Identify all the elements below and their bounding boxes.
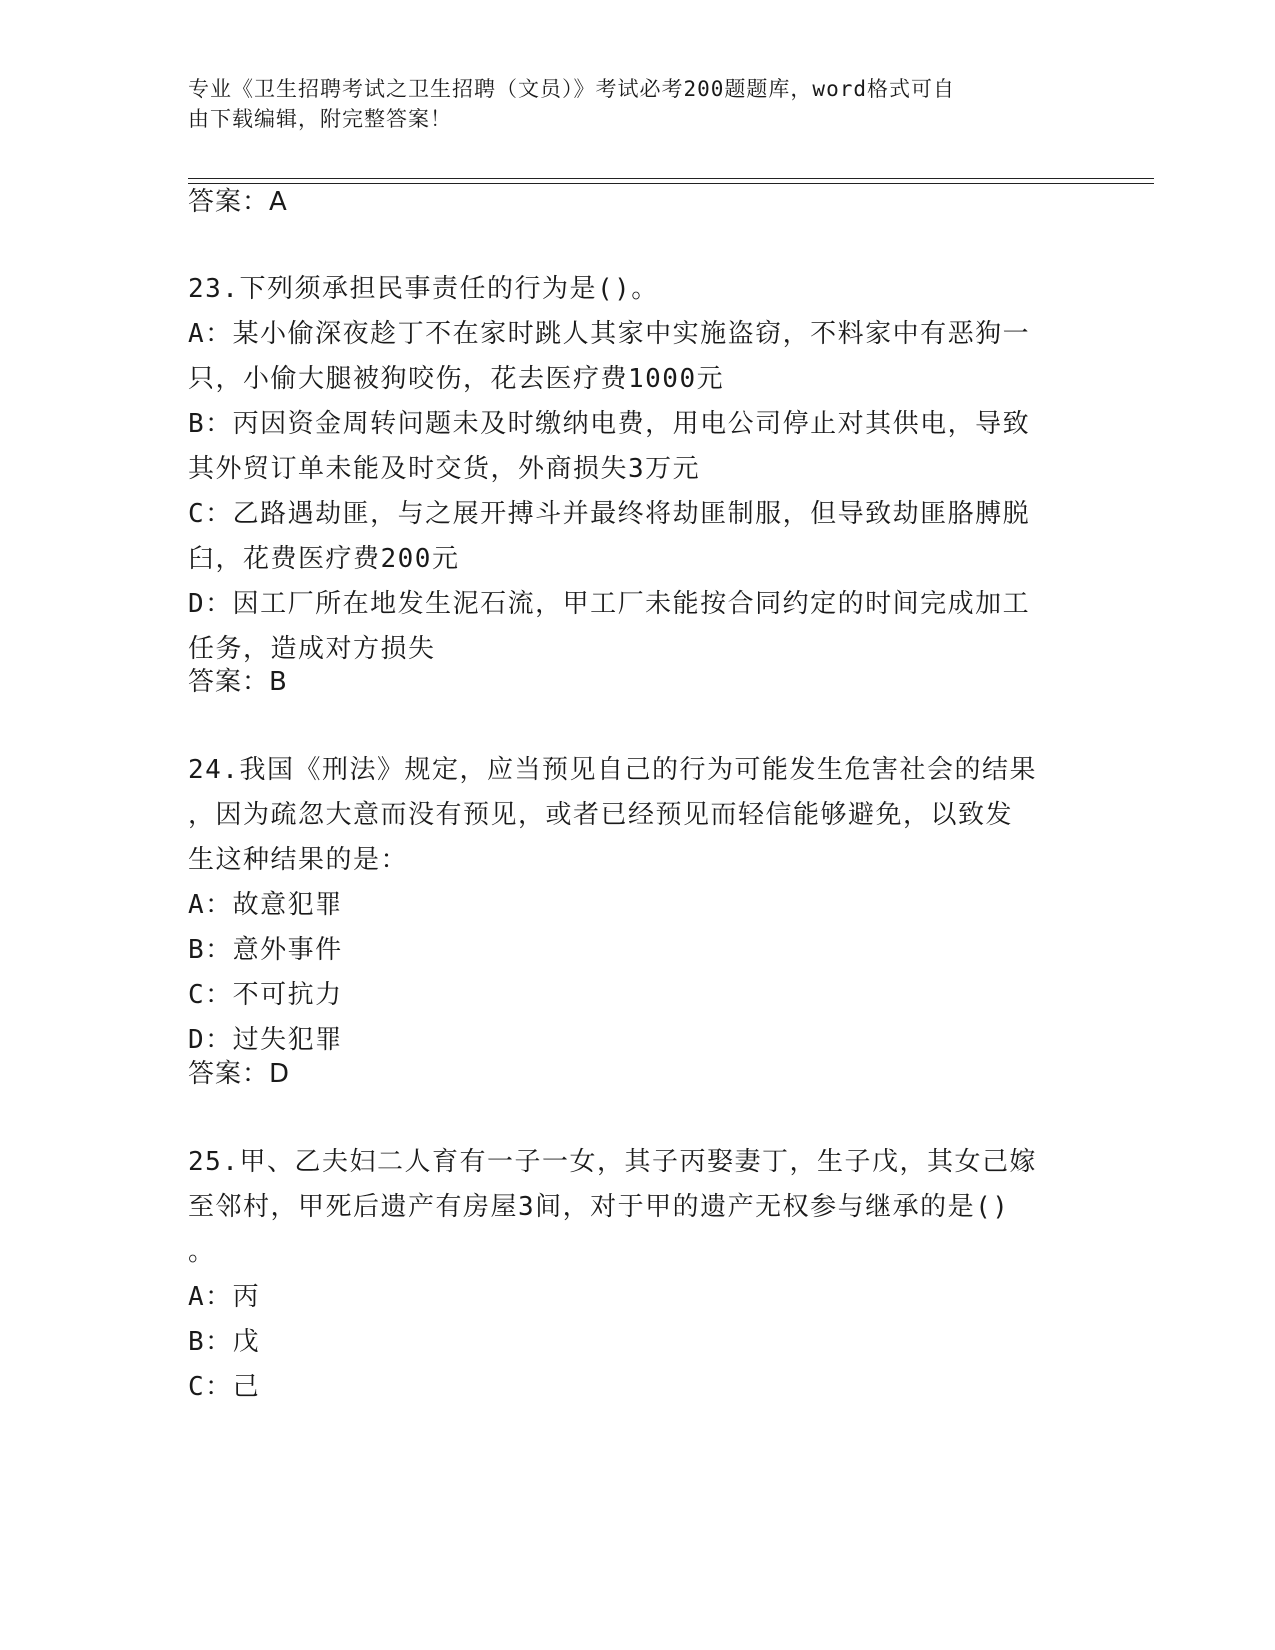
option-d-line-2: 任务，造成对方损失: [188, 634, 436, 664]
question-stem-line-1: 25.甲、乙夫妇二人育有一子一女，其子丙娶妻丁，生子戊，其女己嫁: [188, 1147, 1037, 1177]
question-23: [188, 267, 1088, 672]
header-line-2: 由下载编辑，附完整答案！: [188, 107, 452, 131]
question-stem-line-2: ，因为疏忽大意而没有预见，或者已经预见而轻信能够避免，以致发: [188, 800, 1014, 830]
answer-previous: 答案：A: [188, 187, 288, 217]
header-divider-top: [188, 178, 1154, 179]
option-a: A：故意犯罪: [188, 890, 343, 920]
question-stem-line-3: 生这种结果的是：: [188, 845, 409, 875]
option-a: A：丙: [188, 1282, 261, 1312]
document-header: [188, 74, 1088, 134]
option-b: B：意外事件: [188, 935, 343, 965]
header-divider-bottom: [188, 183, 1154, 184]
answer-24: 答案：D: [188, 1059, 291, 1089]
option-a-line-1: A：某小偷深夜趁丁不在家时跳人其家中实施盗窃，不料家中有恶狗一: [188, 319, 1031, 349]
question-stem-line-1: 24.我国《刑法》规定，应当预见自己的行为可能发生危害社会的结果: [188, 755, 1037, 785]
option-d: D：过失犯罪: [188, 1025, 343, 1055]
option-b: B：戊: [188, 1327, 261, 1357]
option-a-line-2: 只，小偷大腿被狗咬伤，花去医疗费1000元: [188, 364, 725, 394]
option-d-line-1: D：因工厂所在地发生泥石流，甲工厂未能按合同约定的时间完成加工: [188, 589, 1031, 619]
option-c-line-1: C：乙路遇劫匪，与之展开搏斗并最终将劫匪制服，但导致劫匪胳膊脱: [188, 499, 1031, 529]
answer-23: 答案：B: [188, 667, 288, 697]
option-b-line-2: 其外贸订单未能及时交货，外商损失3万元: [188, 454, 701, 484]
question-stem: 23.下列须承担民事责任的行为是()。: [188, 274, 659, 304]
option-c: C：己: [188, 1372, 261, 1402]
option-b-line-1: B：丙因资金周转问题未及时缴纳电费，用电公司停止对其供电，导致: [188, 409, 1031, 439]
option-c-line-2: 臼，花费医疗费200元: [188, 544, 460, 574]
question-stem-line-2: 至邻村，甲死后遗产有房屋3间，对于甲的遗产无权参与继承的是(): [188, 1192, 1010, 1222]
option-c: C：不可抗力: [188, 980, 343, 1010]
question-24: [188, 748, 1088, 1063]
header-line-1: 专业《卫生招聘考试之卫生招聘（文员）》考试必考200题题库，word格式可自: [188, 77, 955, 101]
question-25: [188, 1140, 1088, 1410]
question-stem-line-3: 。: [188, 1237, 216, 1267]
